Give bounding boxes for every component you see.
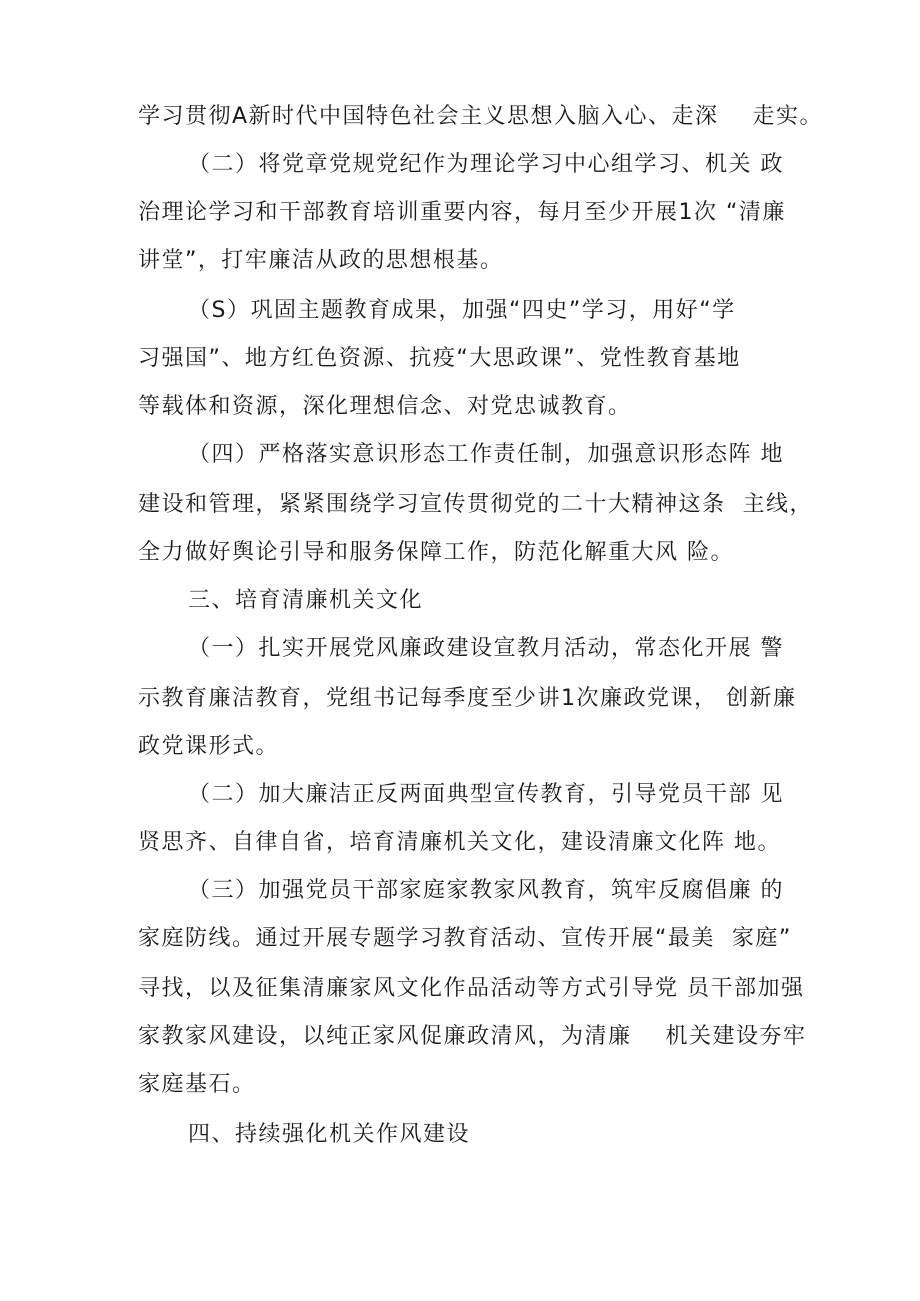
text-line-9: 建设和管理，紧紧围绕学习宣传贯彻党的二十大精神这条 主线， xyxy=(138,492,813,517)
text-line-4: 讲堂”，打牢廉洁从政的思想根基。 xyxy=(138,248,504,273)
text-line-17: （三）加强党员干部家庭家教家风教育，筑牢反腐倡廉 的 xyxy=(188,878,784,903)
text-line-14: 政党课形式。 xyxy=(138,734,280,759)
text-line-7: 等载体和资源，深化理想信念、对党忠诚教育。 xyxy=(138,394,632,419)
text-line-5: （S）巩固主题教育成果，加强“四史”学习，用好“学 xyxy=(188,298,736,323)
text-line-10: 全力做好舆论引导和服务保障工作，防范化解重大风 险。 xyxy=(138,540,734,565)
text-line-19: 寻找，以及征集清廉家风文化作品活动等方式引导党 员干部加强 xyxy=(138,976,805,1001)
text-line-6: 习强国”、地方红色资源、抗疫“大思政课”、党性教育基地 xyxy=(138,346,741,371)
text-line-2: （二）将党章党规党纪作为理论学习中心组学习、机关 政 xyxy=(188,152,784,177)
text-line-15: （二）加大廉洁正反两面典型宣传教育，引导党员干部 见 xyxy=(188,782,784,807)
text-line-8: （四）严格落实意识形态工作责任制，加强意识形态阵 地 xyxy=(188,442,784,467)
text-line-13: 示教育廉洁教育，党组书记每季度至少讲1次廉政党课， 创新廉 xyxy=(138,686,797,711)
text-line-18: 家庭防线。通过开展专题学习教育活动、宣传开展“最美 家庭” xyxy=(138,926,792,951)
text-line-21: 家庭基石。 xyxy=(138,1072,256,1097)
text-line-1: 学习贯彻A新时代中国特色社会主义思想入脑入心、走深 走实。 xyxy=(138,104,824,129)
text-line-3: 治理论学习和干部教育培训重要内容，每月至少开展1次 “清廉 xyxy=(138,200,786,225)
section-heading-3: 三、培育清廉机关文化 xyxy=(188,588,424,613)
section-heading-4: 四、持续强化机关作风建设 xyxy=(188,1122,471,1147)
text-line-20: 家教家风建设，以纯正家风促廉政清风，为清廉 机关建设夯牢 xyxy=(138,1024,807,1049)
text-line-16: 贤思齐、自律自省，培育清廉机关文化，建设清廉文化阵 地。 xyxy=(138,830,781,855)
text-line-12: （一）扎实开展党风廉政建设宣教月活动，常态化开展 警 xyxy=(188,636,784,661)
